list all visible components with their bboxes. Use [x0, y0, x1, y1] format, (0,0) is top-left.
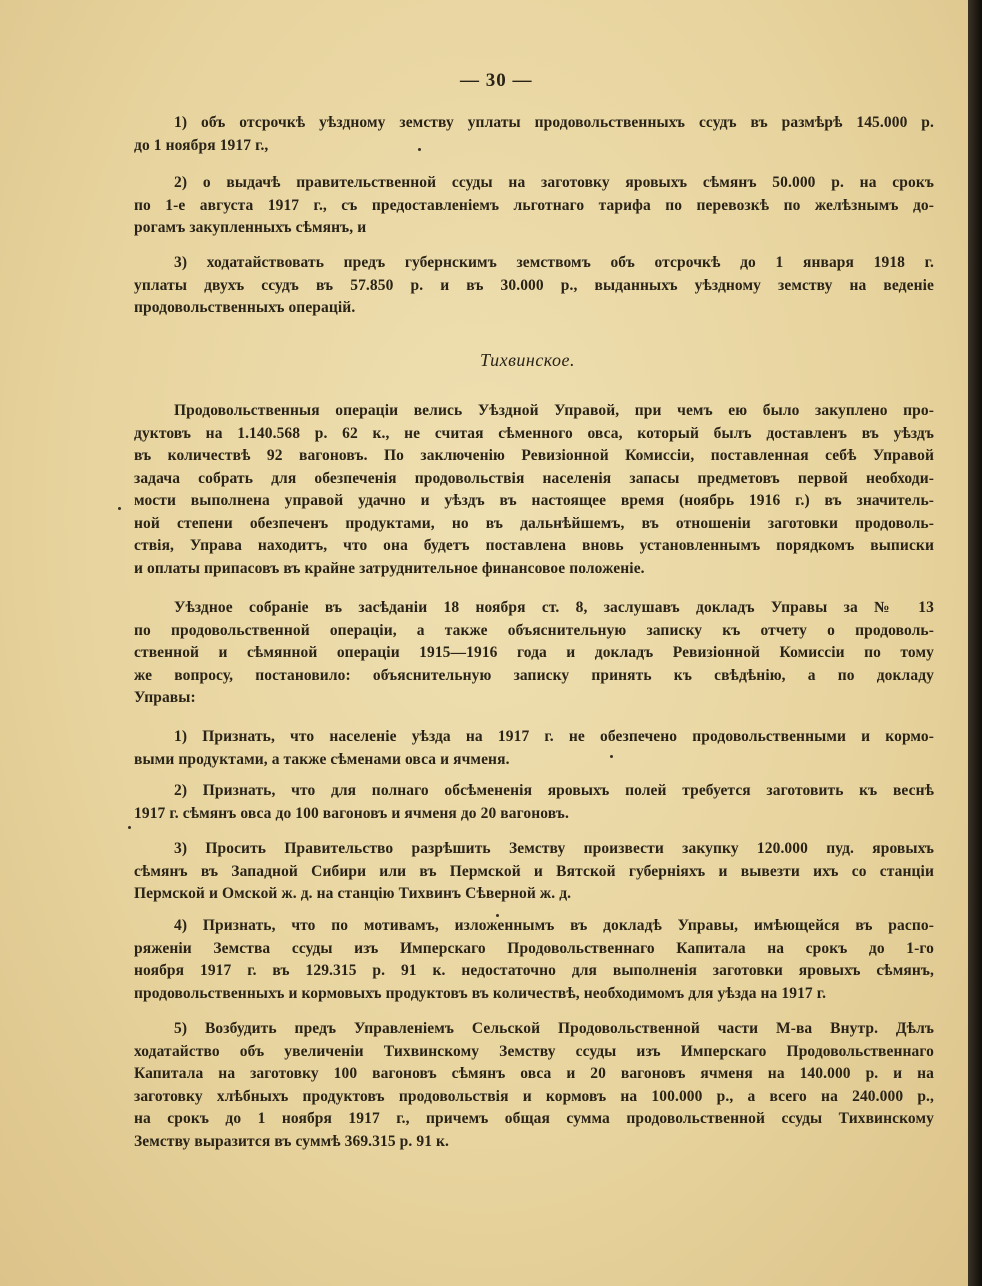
- text-line: рогамъ закупленныхъ сѣмянъ, и: [134, 219, 367, 236]
- resolution-item-5: [134, 1018, 934, 1153]
- text-line: и оплаты припасовъ въ крайне затруднительное финансовое положеніе.: [134, 559, 645, 577]
- resolution-item-1: [134, 726, 934, 771]
- text-line: Капитала на заготовку 100 вагоновъ сѣмянъ овса и 20 вагоновъ ячменя на 140.000 р. и на: [134, 1065, 934, 1082]
- text-line: Продовольственныя операціи велись Уѣздной Управой, при чемъ ею было закуплено про-: [174, 402, 934, 419]
- text-line: по продовольственной операціи, а также объяснительную записку къ отчету о продоволь-: [134, 621, 934, 639]
- text-line: дуктовъ на 1.140.568 р. 62 к., не считая сѣменного овса, который былъ доставленъ въ уѣздъ: [134, 424, 934, 442]
- text-line: ственной и сѣмянной операціи 1915—1916 года и докладъ Ревизіонной Комиссіи по тому: [134, 644, 934, 661]
- text-line: Управы:: [134, 689, 196, 706]
- paragraph-2: [134, 172, 934, 240]
- text-line: 1917 г. сѣмянъ овса до 100 вагоновъ и ячменя до 20 вагоновъ.: [134, 804, 569, 822]
- resolution-item-4: [134, 915, 934, 1005]
- text-line: до 1 ноября 1917 г.,: [134, 136, 269, 154]
- text-line: задача собрать для обезпеченія продовольствія населенія запасы предметовъ первой необходи-: [134, 469, 934, 487]
- ink-speck: [118, 507, 121, 510]
- ink-speck: [128, 826, 131, 829]
- text-line: 5) Возбудить предъ Управленіемъ Сельской Продовольственной части М-ва Внутр. Дѣлъ: [174, 1020, 934, 1037]
- resolution-item-2: [134, 780, 934, 825]
- text-line: уплаты двухъ ссудъ въ 57.850 р. и въ 30.000 р., выданныхъ уѣздному земству на веденіе: [134, 276, 934, 294]
- text-line: на срокъ до 1 ноября 1917 г., причемъ общая сумма продовольственной ссуды Тихвинскому: [134, 1110, 934, 1127]
- text-line: 3) Просить Правительство разрѣшить Земству произвести закупку 120.000 пуд. яровыхъ: [174, 840, 934, 857]
- resolution-item-3: [134, 838, 934, 906]
- text-line: 2) Признать, что для полнаго обсѣмененія яровыхъ полей требуется заготовить къ веснѣ: [174, 782, 934, 799]
- text-line: 1) Признать, что населеніе уѣзда на 1917 г. не обезпечено продовольственными и кормо-: [174, 728, 934, 745]
- text-line: ствія, Управа находитъ, что она будетъ поставлена вновь установленнымъ порядкомъ выписки: [134, 537, 934, 554]
- text-line: продовольственныхъ операцій.: [134, 299, 356, 316]
- text-line: заготовку хлѣбныхъ продуктовъ продовольствія и кормовъ на 100.000 р., а всего на 240.000 р.,: [134, 1087, 934, 1105]
- text-line: ходатайство объ увеличеніи Тихвинскому Земству ссуды изъ Имперскаго Продовольственнаго: [134, 1042, 934, 1060]
- text-line: въ количествѣ 92 вагоновъ. По заключенію Ревизіонной Комиссіи, поставленная себѣ Управой: [134, 447, 934, 464]
- paragraph-1: [134, 112, 934, 157]
- text-line: по 1-е августа 1917 г., съ предоставленіемъ льготнаго тарифа по перевозкѣ по желѣзнымъ до-: [134, 196, 934, 214]
- section-heading: Тихвинское.: [480, 350, 576, 370]
- text-line: 1) объ отсрочкѣ уѣздному земству уплаты продовольственныхъ ссудъ въ размѣрѣ 145.000 р.: [174, 114, 934, 131]
- page-number: — 30 —: [460, 70, 533, 91]
- text-line: мости выполнена управой удачно и уѣздъ въ настоящее время (ноябрь 1916 г.) въ значитель-: [134, 492, 934, 509]
- paragraph-5: [134, 597, 934, 710]
- text-line: же вопросу, постановило: объяснительную записку принять къ свѣдѣнію, а по докладу: [134, 666, 934, 684]
- paragraph-4: [134, 400, 934, 580]
- paragraph-3: [134, 252, 934, 320]
- text-line: ноября 1917 г. въ 129.315 р. 91 к. недостаточно для выполненія заготовки яровыхъ сѣмянъ,: [134, 962, 934, 979]
- ink-speck: [610, 755, 613, 758]
- ink-speck: [418, 148, 421, 151]
- text-line: ной степени обезпеченъ продуктами, но въ дальнѣйшемъ, въ отношеніи заготовки продоволь-: [134, 514, 934, 532]
- text-line: 4) Признать, что по мотивамъ, изложеннымъ въ докладѣ Управы, имѣющейся въ распо-: [174, 917, 934, 934]
- text-line: Уѣздное собраніе въ засѣданіи 18 ноября ст. 8, заслушавъ докладъ Управы за № 13: [174, 599, 934, 616]
- text-line: выми продуктами, а также сѣменами овса и ячменя.: [134, 750, 510, 768]
- text-line: сѣмянъ въ Западной Сибири или въ Пермской и Вятской губерніяхъ и вывезти ихъ со станціи: [134, 862, 934, 880]
- ink-speck: [496, 914, 499, 917]
- page-edge-shadow: [968, 0, 982, 1286]
- text-line: Земству выразится въ суммѣ 369.315 р. 91 к.: [134, 1132, 450, 1150]
- text-line: продовольственныхъ и кормовыхъ продуктовъ въ количествѣ, необходимомъ для уѣзда на 1917 г.: [134, 984, 827, 1002]
- text-line: 2) о выдачѣ правительственной ссуды на заготовку яровыхъ сѣмянъ 50.000 р. на срокъ: [174, 174, 934, 191]
- text-line: ряженіи Земства ссуды изъ Имперскаго Продовольственнаго Капитала на срокъ до 1-го: [134, 939, 934, 957]
- text-line: Пермской и Омской ж. д. на станцію Тихвинъ Сѣверной ж. д.: [134, 885, 572, 902]
- text-line: 3) ходатайствовать предъ губернскимъ земствомъ объ отсрочкѣ до 1 января 1918 г.: [174, 254, 934, 271]
